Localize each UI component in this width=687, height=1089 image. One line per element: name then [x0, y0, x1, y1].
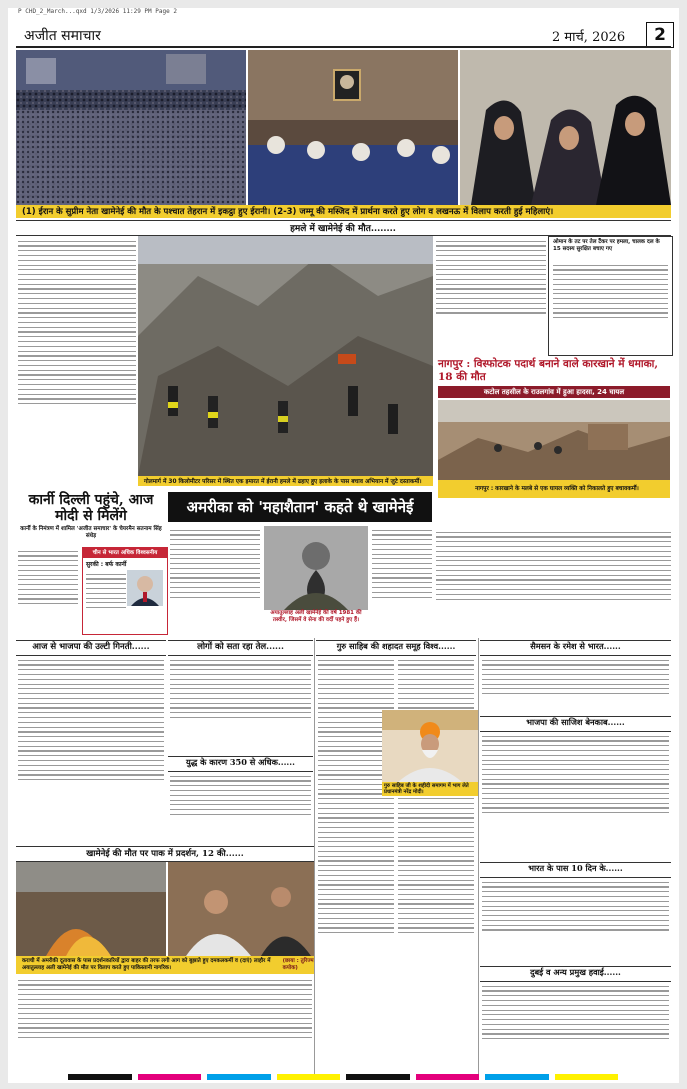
nagpur-headline: नागपुर : विस्फोटक पदार्थ बनाने वाले कारखाने में धमाका, 18 की मौत [438, 358, 659, 383]
modi-caption: गुरु साहिब जी के शहीदी समागम में भाग लेते प्रधानमंत्री नरेंद्र मोदी। [382, 782, 478, 796]
dubai-title: दुबई व अन्य प्रमुख हवाई...... [530, 967, 621, 977]
protest-title: खामेनेई की मौत पर पाक में प्रदर्शन, 12 की...... [86, 849, 244, 859]
carney-headline: कार्नी दिल्ली पहुंचे, आज मोदी से मिलेंगे [28, 492, 154, 524]
bjp-conspiracy-title: भाजपा की साजिश बेनकाब...... [526, 717, 625, 727]
carney-byline: सुरकी : बर्फ कार्नी [86, 561, 127, 568]
carney-portrait [127, 570, 163, 606]
oman-sidebar [548, 236, 673, 356]
brief-war-text [170, 772, 311, 844]
protest-photo [16, 862, 314, 956]
samsung-title: सैमसन के रमेश से भारत...... [530, 641, 621, 651]
nagpur-caption: नागपुर : कारखाने के मलबे से एक घायल व्यक्ति को निकालते हुए बचावकर्मी। [438, 480, 670, 498]
attack-story-title: हमले में खामेनेई की मौत........ [290, 224, 396, 234]
header-rule [16, 46, 671, 48]
rescue-photo [138, 236, 433, 476]
modi-photo [382, 710, 478, 782]
nagpur-subhead: कटोल तहसील के राउलगांव में हुआ हादसा, 24 घायल [438, 386, 670, 398]
newspaper-page [8, 8, 679, 1083]
attack-text-col-2 [436, 237, 546, 352]
protest-text [18, 976, 312, 1076]
america-story [168, 492, 432, 637]
top-photos-image [16, 50, 671, 205]
oman-headline: ओमान के तट पर तेल टैंकर पर हमला, चालक दल के 15 सदस्य सुरक्षित बचाए गए [553, 239, 660, 252]
carney-story [16, 492, 166, 637]
top-photo-strip [16, 50, 671, 205]
china-box [82, 547, 168, 635]
column-divider [478, 638, 479, 1078]
protest-caption [16, 956, 314, 974]
india-10days-title: भारत के पास 10 दिन के...... [528, 863, 623, 873]
china-box-head: चीन से भारत अधिक विश्वसनीय [83, 548, 167, 558]
rescue-photo-caption: गोलमार्ग में 30 किलोमीटर परिसर में स्थित एक इमारत में ईरानी हमले में ढहाए हुए इलाके के पास बचाव अभियान में जुटे दस्ताकर्मी। [138, 476, 433, 486]
india-10days-text [482, 878, 669, 964]
nagpur-text [436, 528, 671, 640]
samsung-text [482, 656, 669, 714]
nagpur-story [436, 356, 671, 526]
top-photo-caption: (1) ईरान के सुप्रीम नेता खामेनेई की मौत के पश्चात तेहरान में इकट्ठा हुए ईरानी। (2-3) जम्मू की मस्जिद में प्रार्थना करते हुए लोग व लखनऊ में विलाप करती हुई महिलाएं। [16, 205, 671, 218]
khamenei-photo [264, 526, 368, 610]
carney-subhead: कार्नी के निमंत्रण में शामिल 'अजीत समाचार' के चेयरमैन सतनाम सिंह संधेड़ [20, 526, 162, 539]
attack-text-col-1 [18, 237, 136, 485]
color-registration-strip [68, 1074, 618, 1080]
print-slug: P CHD_2_March...qxd 1/3/2026 11:29 PM Page 2 [18, 8, 177, 15]
america-headline: अमरीका को 'महाशैतान' कहते थे खामेनेई [168, 492, 432, 522]
brief-bjp-title: आज से भाजपा की उल्टी गिनती...... [32, 642, 150, 652]
column-divider [314, 638, 315, 1078]
dubai-text [482, 982, 669, 1074]
paper-name: अजीत समाचार [24, 28, 101, 44]
brief-bjp-text [18, 656, 164, 844]
brief-oil-text [170, 656, 311, 754]
rescue-image [138, 236, 433, 476]
brief-oil-title: लोगों को सता रहा तेल...... [197, 642, 284, 652]
khamenei-photo-caption: अयातुल्लाह अली खामेनेई की वर्ष 1981 की तस्वीर, जिसमें वे सेना की वर्दी पहने हुए हैं। [270, 610, 362, 623]
bjp-conspiracy-text [482, 732, 669, 860]
protest-caption-text: कराची में अमरीकी दूतावास के पास प्रदर्शनकारियों द्वारा बाहर की तरफ लगी आग को बुझाते हुए दमकलकर्मी व (दाएं) लाहौर में अयातुल्लाह अली खामेनेई की मौत पर विलाप करते हुए पाकिस्तानी नागरिक। [22, 958, 271, 971]
issue-date: 2 मार्च, 2026 [552, 30, 626, 45]
brief-war-title: युद्ध के कारण 350 से अधिक...... [186, 757, 295, 767]
nagpur-photo [438, 400, 670, 480]
protest-credit: (छाया : तुरिज्म कपोक) [282, 958, 314, 971]
page-number: 2 [646, 22, 674, 48]
guru-title: गुरु साहिब की शहादत समूह विश्व...... [336, 641, 456, 651]
